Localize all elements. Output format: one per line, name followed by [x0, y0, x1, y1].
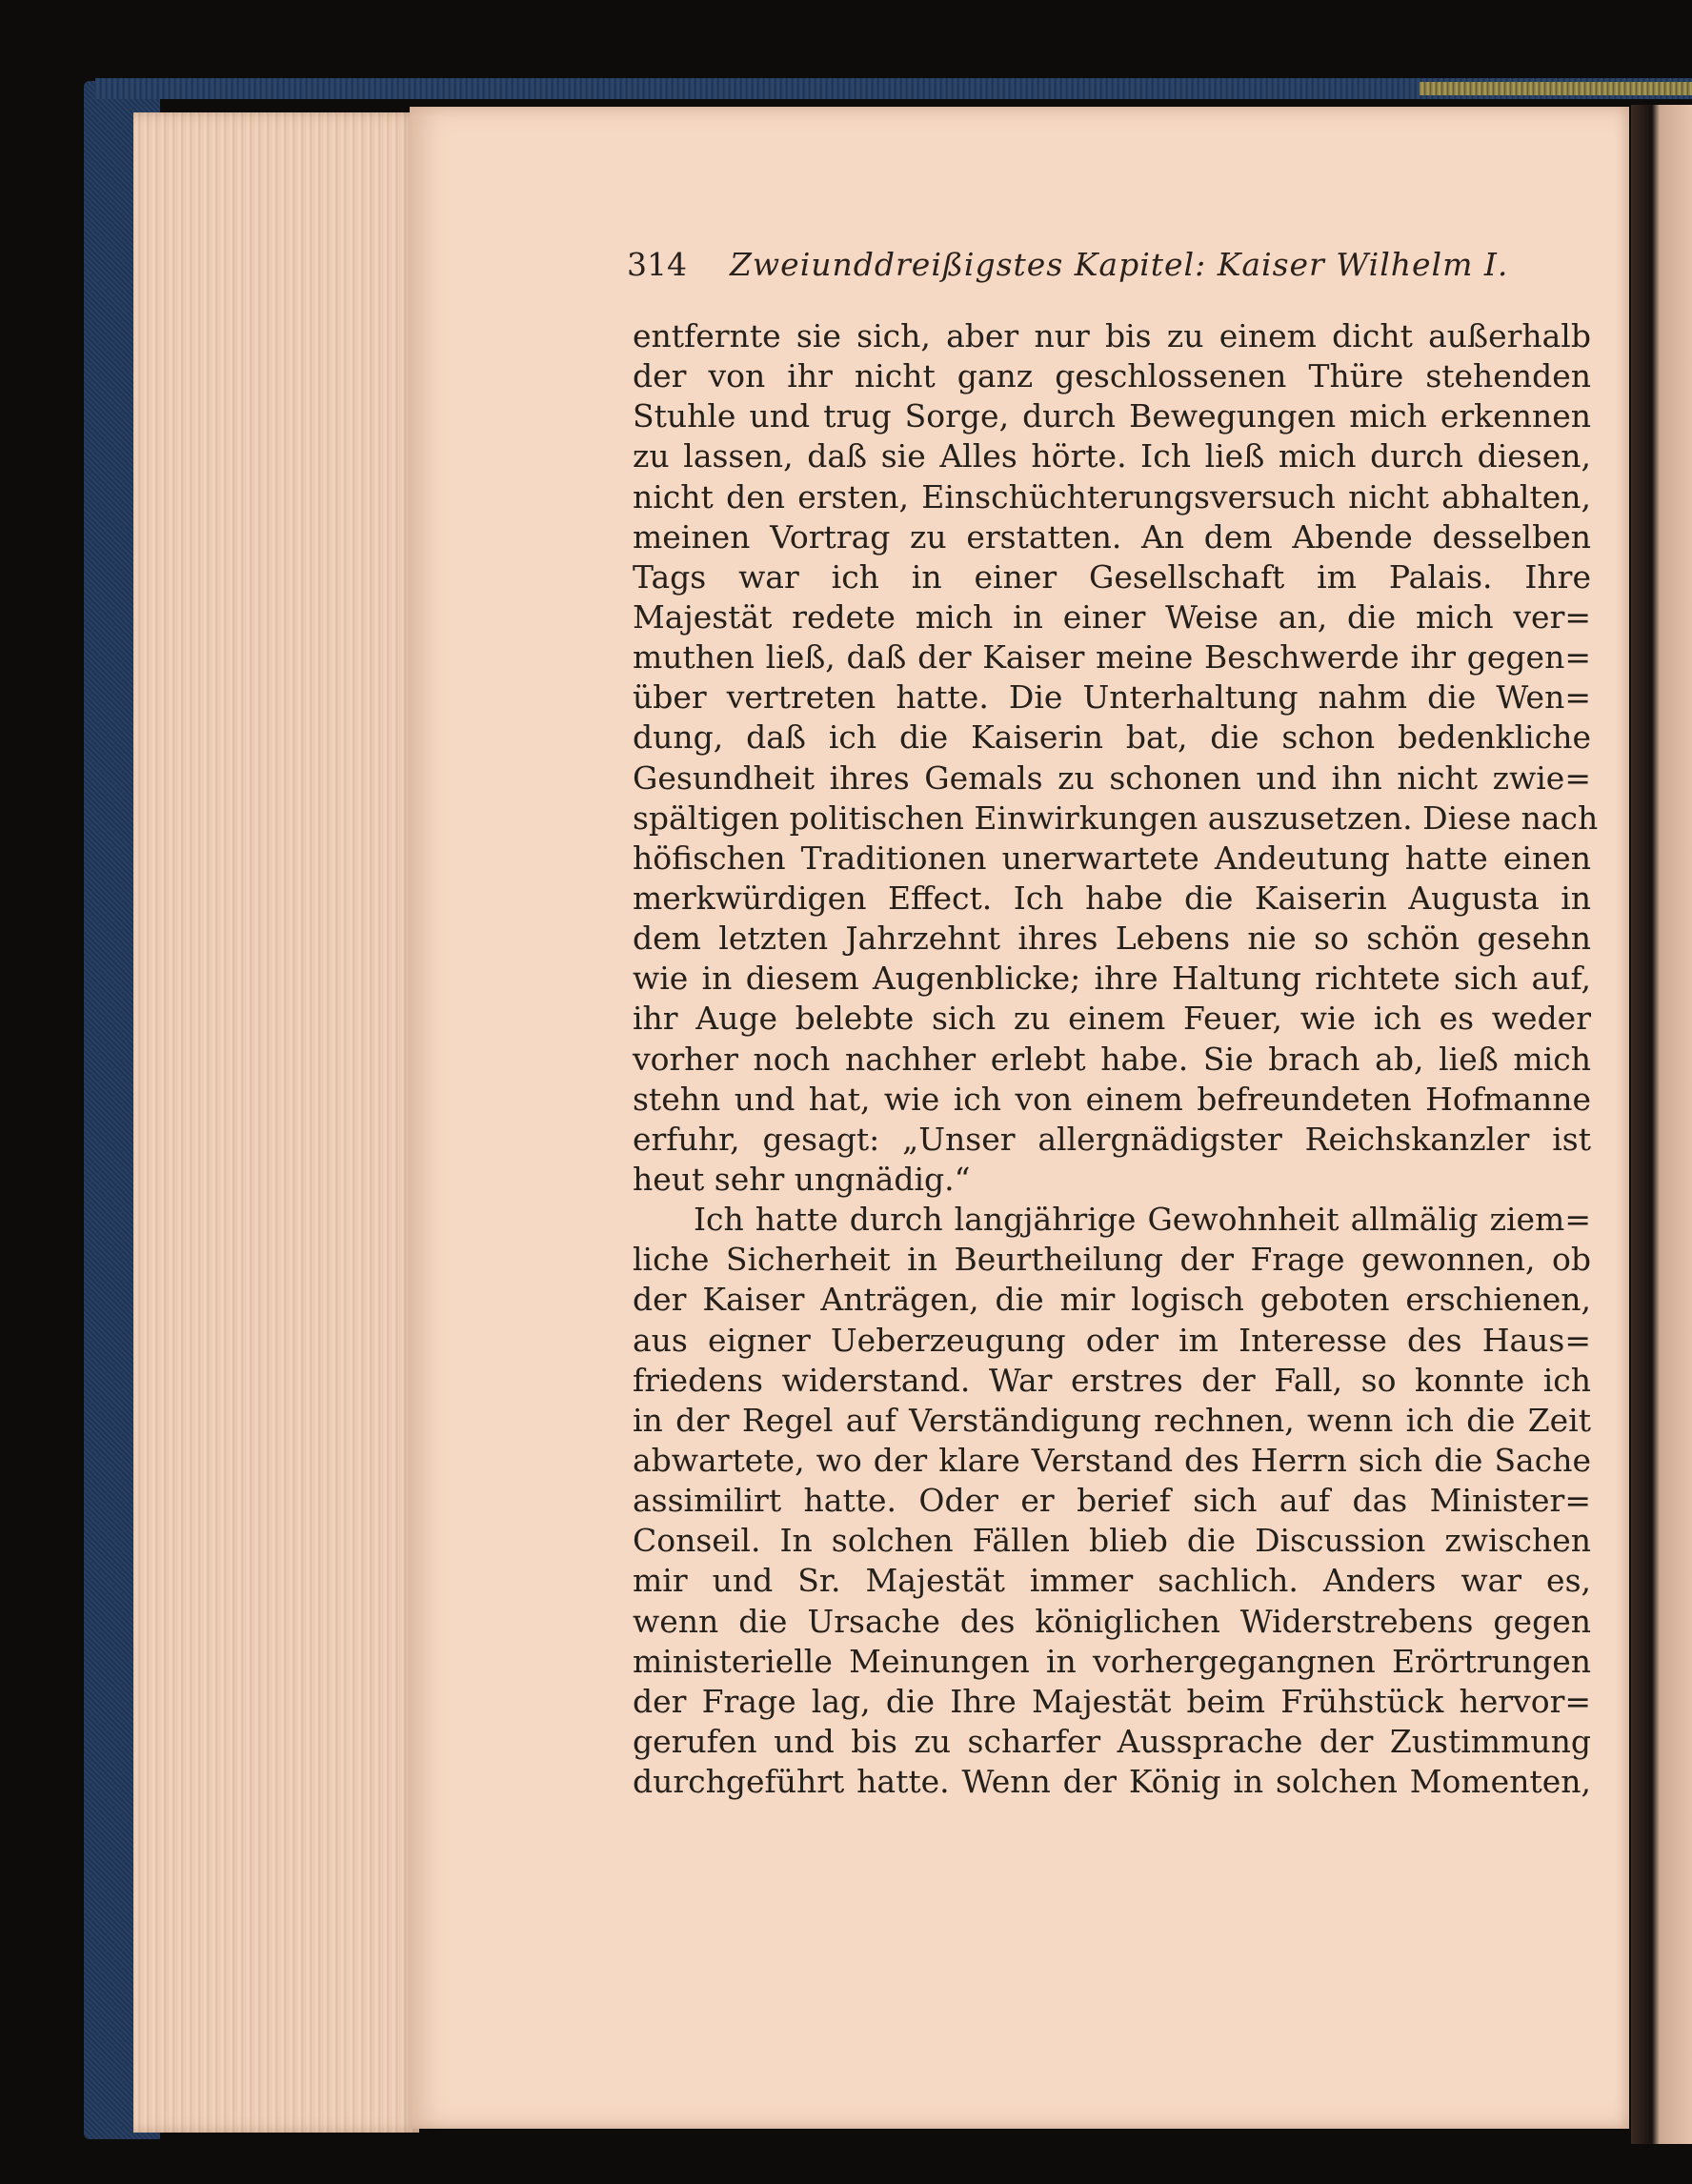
page-number: 314	[627, 246, 687, 283]
text-line: ministerielle Meinungen in vorhergegangnen Erörtrungen	[633, 1642, 1591, 1680]
text-line: erfuhr, gesagt: „Unser allergnädigster Reichskanzler ist	[633, 1120, 1591, 1158]
text-line: vorher noch nachher erlebt habe. Sie brach ab, ließ mich	[633, 1040, 1591, 1078]
text-line: Ich hatte durch langjährige Gewohnheit allmälig ziem=	[694, 1201, 1591, 1239]
text-line: abwartete, wo der klare Verstand des Herrn sich die Sache	[633, 1441, 1591, 1479]
text-line: in der Regel auf Verständigung rechnen, wenn ich die Zeit	[633, 1401, 1591, 1439]
text-line: gerufen und bis zu scharfer Aussprache der Zustimmung	[633, 1722, 1591, 1760]
text-line: stehn und hat, wie ich von einem befreundeten Hofmanne	[633, 1080, 1591, 1118]
text-line: Conseil. In solchen Fällen blieb die Discussion zwischen	[633, 1522, 1591, 1560]
spine-gold-band	[1420, 82, 1692, 95]
text-line: zu lassen, daß sie Alles hörte. Ich ließ mich durch diesen,	[633, 437, 1591, 475]
text-line: merkwürdigen Effect. Ich habe die Kaiserin Augusta in	[633, 879, 1591, 917]
text-line: muthen ließ, daß der Kaiser meine Beschwerde ihr gegen=	[633, 638, 1591, 677]
text-line: der Kaiser Anträgen, die mir logisch geboten erschienen,	[633, 1281, 1591, 1319]
text-line: der von ihr nicht ganz geschlossenen Thüre stehenden	[633, 357, 1591, 395]
text-line: dung, daß ich die Kaiserin bat, die schon bedenkliche	[633, 718, 1591, 757]
text-line: assimilirt hatte. Oder er berief sich auf das Minister=	[633, 1482, 1591, 1520]
text-line: mir und Sr. Majestät immer sachlich. Anders war es,	[633, 1562, 1591, 1600]
text-line: höfischen Traditionen unerwartete Andeutung hatte einen	[633, 839, 1591, 877]
text-line: ihr Auge belebte sich zu einem Feuer, wie ich es weder	[633, 1000, 1591, 1038]
body-text	[633, 316, 1599, 1802]
text-line: heut sehr ungnädig.“	[633, 1160, 971, 1198]
book-gutter	[1631, 105, 1692, 2144]
text-line: wie in diesem Augenblicke; ihre Haltung richtete sich auf,	[633, 960, 1591, 998]
text-line: Tags war ich in einer Gesellschaft im Palais. Ihre	[633, 557, 1591, 596]
text-line: Gesundheit ihres Gemals zu schonen und ihn nicht zwie=	[633, 758, 1591, 797]
text-line: meinen Vortrag zu erstatten. An dem Abende desselben	[633, 517, 1591, 556]
text-line: spältigen politischen Einwirkungen auszusetzen. Diese nach	[633, 799, 1599, 837]
chapter-title: Zweiunddreißigstes Kapitel: Kaiser Wilhelm I.	[730, 246, 1509, 283]
page-edges	[133, 112, 419, 2133]
text-line: durchgeführt hatte. Wenn der König in solchen Momenten,	[633, 1763, 1591, 1801]
text-line: liche Sicherheit in Beurtheilung der Frage gewonnen, ob	[633, 1241, 1591, 1279]
text-line: nicht den ersten, Einschüchterungsversuch nicht abhalten,	[633, 477, 1591, 516]
text-line: der Frage lag, die Ihre Majestät beim Frühstück hervor=	[633, 1682, 1591, 1720]
text-line: Majestät redete mich in einer Weise an, die mich ver=	[633, 597, 1591, 636]
text-line: Stuhle und trug Sorge, durch Bewegungen mich erkennen	[633, 397, 1591, 435]
text-line: entfernte sie sich, aber nur bis zu einem dicht außerhalb	[633, 317, 1591, 354]
text-line: wenn die Ursache des königlichen Widerstrebens gegen	[633, 1602, 1591, 1640]
text-line: aus eigner Ueberzeugung oder im Interesse des Haus=	[633, 1321, 1591, 1359]
text-line: dem letzten Jahrzehnt ihres Lebens nie so schön gesehn	[633, 920, 1591, 958]
running-head	[627, 246, 1509, 288]
text-line: friedens widerstand. War erstres der Fall, so konnte ich	[633, 1361, 1591, 1399]
text-line: über vertreten hatte. Die Unterhaltung nahm die Wen=	[633, 678, 1591, 717]
